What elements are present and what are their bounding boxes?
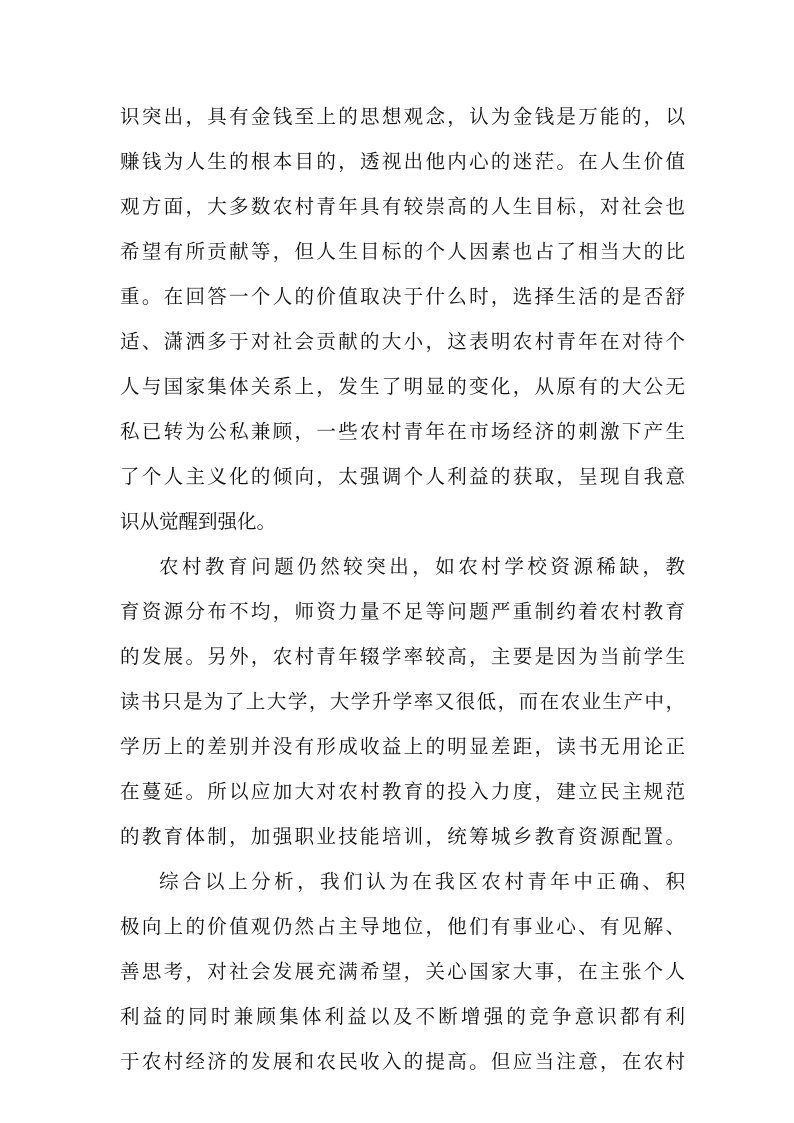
paragraph-2	[120, 544, 685, 859]
paragraph-line: 育资源分布不均，师资力量不足等问题严重制约着农村教育	[120, 600, 685, 623]
paragraph-line: 识突出，具有金钱至上的思想观念，认为金钱是万能的，以	[120, 105, 685, 128]
paragraph-line: 在蔓延。所以应加大对农村教育的投入力度，建立民主规范	[120, 780, 685, 803]
paragraph-line: 利益的同时兼顾集体利益以及不断增强的竞争意识都有利	[120, 1005, 685, 1028]
paragraph-line: 重。在回答一个人的价值取决于什么时，选择生活的是否舒	[120, 285, 685, 308]
paragraph-line: 的发展。另外，农村青年辍学率较高，主要是因为当前学生	[120, 645, 685, 668]
paragraph-line: 赚钱为人生的根本目的，透视出他内心的迷茫。在人生价值	[120, 150, 685, 173]
paragraph-line: 极向上的价值观仍然占主导地位，他们有事业心、有见解、	[120, 915, 685, 938]
paragraph-line: 希望有所贡献等，但人生目标的个人因素也占了相当大的比	[120, 240, 685, 263]
paragraph-line: 善思考，对社会发展充满希望，关心国家大事，在主张个人	[120, 960, 685, 983]
paragraph-line: 综合以上分析，我们认为在我区农村青年中正确、积	[159, 870, 685, 893]
paragraph-line: 学历上的差别并没有形成收益上的明显差距，读书无用论正	[120, 735, 685, 758]
paragraph-1	[120, 94, 685, 544]
paragraph-3	[120, 859, 685, 1084]
paragraph-line: 识从觉醒到强化。	[120, 510, 277, 533]
paragraph-line: 适、潇洒多于对社会贡献的大小，这表明农村青年在对待个	[120, 330, 685, 353]
paragraph-line: 了个人主义化的倾向，太强调个人利益的获取，呈现自我意	[120, 465, 685, 488]
paragraph-line: 私已转为公私兼顾，一些农村青年在市场经济的刺激下产生	[120, 420, 685, 443]
document-body	[120, 94, 685, 1084]
paragraph-line: 农村教育问题仍然较突出，如农村学校资源稀缺，教	[159, 555, 685, 578]
paragraph-line: 于农村经济的发展和农民收入的提高。但应当注意，在农村	[120, 1050, 685, 1073]
paragraph-line: 的教育体制，加强职业技能培训，统筹城乡教育资源配置。	[120, 825, 685, 848]
paragraph-line: 人与国家集体关系上，发生了明显的变化，从原有的大公无	[120, 375, 685, 398]
paragraph-line: 读书只是为了上大学，大学升学率又很低，而在农业生产中，	[120, 690, 685, 713]
paragraph-line: 观方面，大多数农村青年具有较崇高的人生目标，对社会也	[120, 195, 685, 218]
